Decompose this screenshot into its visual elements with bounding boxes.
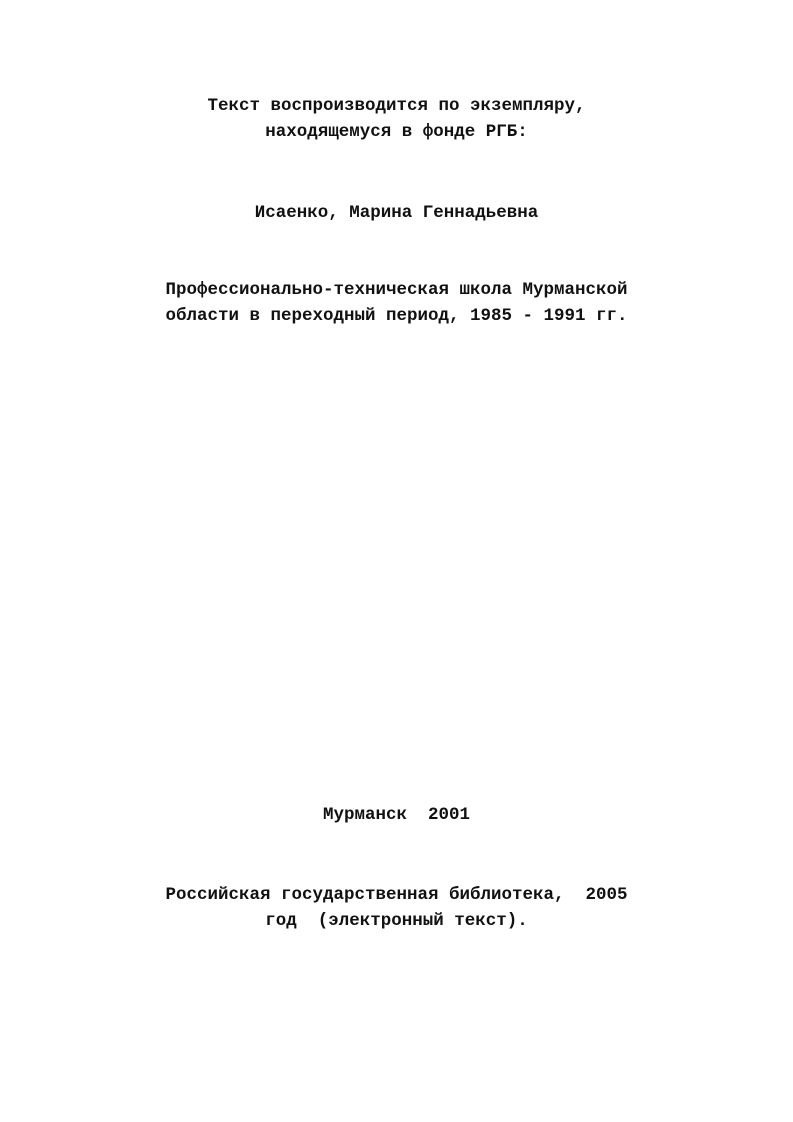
publisher-note [0, 882, 793, 934]
publisher-note-line-1: Российская государственная библиотека, 2005 [165, 885, 628, 905]
publisher-note-line-2: год (электронный текст). [265, 911, 528, 931]
title-line-2: области в переходный период, 1985 - 1991 гг. [165, 306, 628, 326]
author-name: Исаенко, Марина Геннадьевна [254, 203, 539, 223]
document-title [0, 277, 793, 329]
title-line-1: Профессионально-техническая школа Мурманской [165, 280, 628, 300]
source-note [0, 93, 793, 145]
source-note-line-1: Текст воспроизводится по экземпляру, [207, 96, 586, 116]
place-year: Мурманск 2001 [322, 805, 471, 825]
source-note-line-2: находящемуся в фонде РГБ: [265, 122, 528, 142]
